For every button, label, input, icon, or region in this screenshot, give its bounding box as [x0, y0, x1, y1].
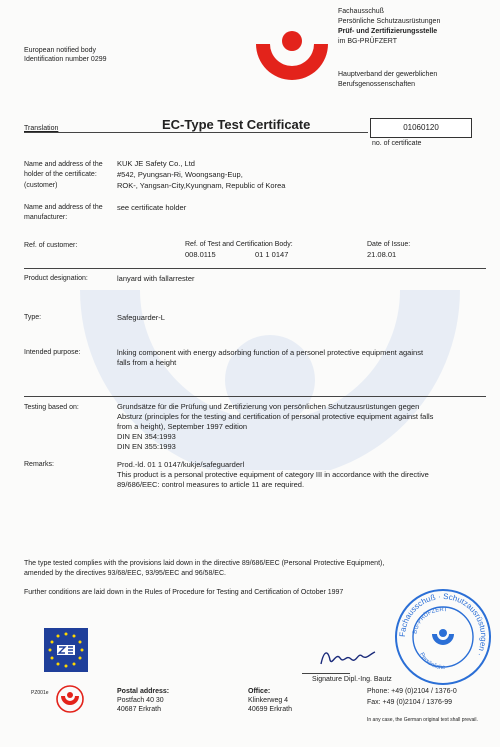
manufacturer-label-2: manufacturer: [24, 214, 68, 221]
office-line-1: Klinkerweg 4 [248, 697, 289, 704]
postal-line-1: Postfach 40 30 [117, 697, 164, 704]
postal-line-2: 40687 Erkrath [117, 706, 161, 713]
seal-inner-bottom-text: Persönliche [418, 651, 446, 672]
fax-number: Fax: +49 (0)2104 / 1376-99 [367, 699, 453, 706]
remarks-line-2: This product is a personal protective equipment of category III in accordance with the directive [117, 470, 429, 479]
form-id: PZ001e [31, 690, 49, 696]
holder-label-1: Name and address of the [24, 161, 103, 168]
body-ref-value-1: 008.0115 [185, 250, 216, 259]
signature-scrawl [318, 646, 378, 670]
footer-badge-icon [55, 684, 85, 714]
holder-label-3: (customer) [24, 182, 58, 189]
official-seal [394, 588, 492, 686]
type-value: Safeguarder-L [117, 313, 165, 322]
postal-label: Postal address: [117, 688, 170, 695]
translation-label: Translation [24, 125, 59, 132]
header-line-2: Persönliche Schutzausrüstungen [338, 18, 441, 25]
header-line-1: Fachausschuß [338, 8, 384, 15]
purpose-line-1: lnking component with energy adsorbing function of a personel protective equipment against [117, 348, 424, 357]
holder-label-2: holder of the certificate: [24, 171, 97, 178]
footer-note: In any case, the German original text shall prevail. [367, 717, 478, 723]
product-value: lanyard with fallarrester [117, 274, 195, 283]
testing-line-1: Grundsätze für die Prüfung und Zertifizierung von persönlichen Schutzausrüstungen gegen [117, 402, 420, 411]
compliance-line-1: The type tested complies with the provisions laid down in the directive 89/686/EEC (Personal Protective Equipment), [24, 560, 385, 567]
title-rule [24, 132, 368, 133]
seal-outer-text: Fachausschuß · Schutzausrüstungen · [397, 591, 489, 658]
manufacturer-label-1: Name and address of the [24, 204, 103, 211]
testing-line-4: DIN EN 354:1993 [117, 432, 176, 441]
eu-flag-icon [44, 628, 88, 672]
date-value: 21.08.01 [367, 250, 397, 259]
compliance-line-2: amended by the directives 93/68/EEC, 93/95/EEC and 96/58/EC. [24, 570, 226, 577]
bg-prufzert-logo [252, 24, 332, 92]
svg-text:Persönliche [418, 652, 446, 671]
refs-rule [24, 268, 486, 269]
product-label: Product designation: [24, 275, 88, 282]
body-ref-value-2: 01 1 0147 [255, 250, 289, 259]
conditions-text: Further conditions are laid down in the Rules of Procedure for Testing and Certification of October 1997 [24, 589, 344, 596]
purpose-line-2: falls from a height [117, 358, 177, 367]
testing-line-5: DIN EN 355:1993 [117, 442, 176, 451]
document-title: EC-Type Test Certificate [162, 117, 311, 132]
remarks-line-3: 89/686/EEC: control measures to article 11 are required. [117, 480, 305, 489]
testing-line-3: from a height), September 1997 edition [117, 422, 248, 431]
signature-rule [302, 673, 350, 674]
seal-inner-top-text: BG-PRÜFZERT [412, 606, 448, 635]
purpose-label: Intended purpose: [24, 349, 81, 356]
testing-label: Testing based on: [24, 404, 79, 411]
holder-name: KUK JE Safety Co., Ltd [117, 159, 195, 168]
certificate-number-label: no. of certificate [372, 140, 422, 147]
date-label: Date of Issue: [367, 241, 411, 248]
header-line-4: im BG-PRÜFZERT [338, 38, 397, 45]
header-sub-2: Berufsgenossenschaften [338, 81, 416, 88]
office-line-2: 40699 Erkrath [248, 706, 292, 713]
manufacturer-value: see certificate holder [117, 203, 187, 212]
purpose-rule [24, 396, 486, 397]
office-label: Office: [248, 688, 271, 695]
holder-address-1: #542, Pyungsan-Ri, Woongsang-Eup, [117, 170, 243, 179]
identification-number: Identification number 0299 [24, 56, 107, 63]
type-label: Type: [24, 314, 42, 321]
phone-number: Phone: +49 (0)2104 / 1376-0 [367, 688, 457, 695]
holder-address-2: ROK-, Yangsan-City,Kyungnam, Republic of Korea [117, 181, 286, 190]
remarks-label: Remarks: [24, 461, 54, 468]
header-line-3: Prüf- und Zertifizierungsstelle [338, 28, 438, 35]
header-sub-1: Hauptverband der gewerblichen [338, 71, 438, 78]
customer-ref-label: Ref. of customer: [24, 242, 78, 249]
testing-line-2: Absturz (principles for the testing and certification of personal protective equipment against falls [117, 412, 434, 421]
certificate-number: 01060120 [370, 118, 472, 138]
remarks-line-1: Prod.-ld. 01 1 0147/kukje/safeguarderl [117, 460, 245, 469]
notified-body-label: European notified body [24, 47, 96, 54]
signature-label: Signature Dipl.-Ing. Bautz [312, 676, 392, 683]
body-ref-label: Ref. of Test and Certification Body: [185, 241, 293, 248]
